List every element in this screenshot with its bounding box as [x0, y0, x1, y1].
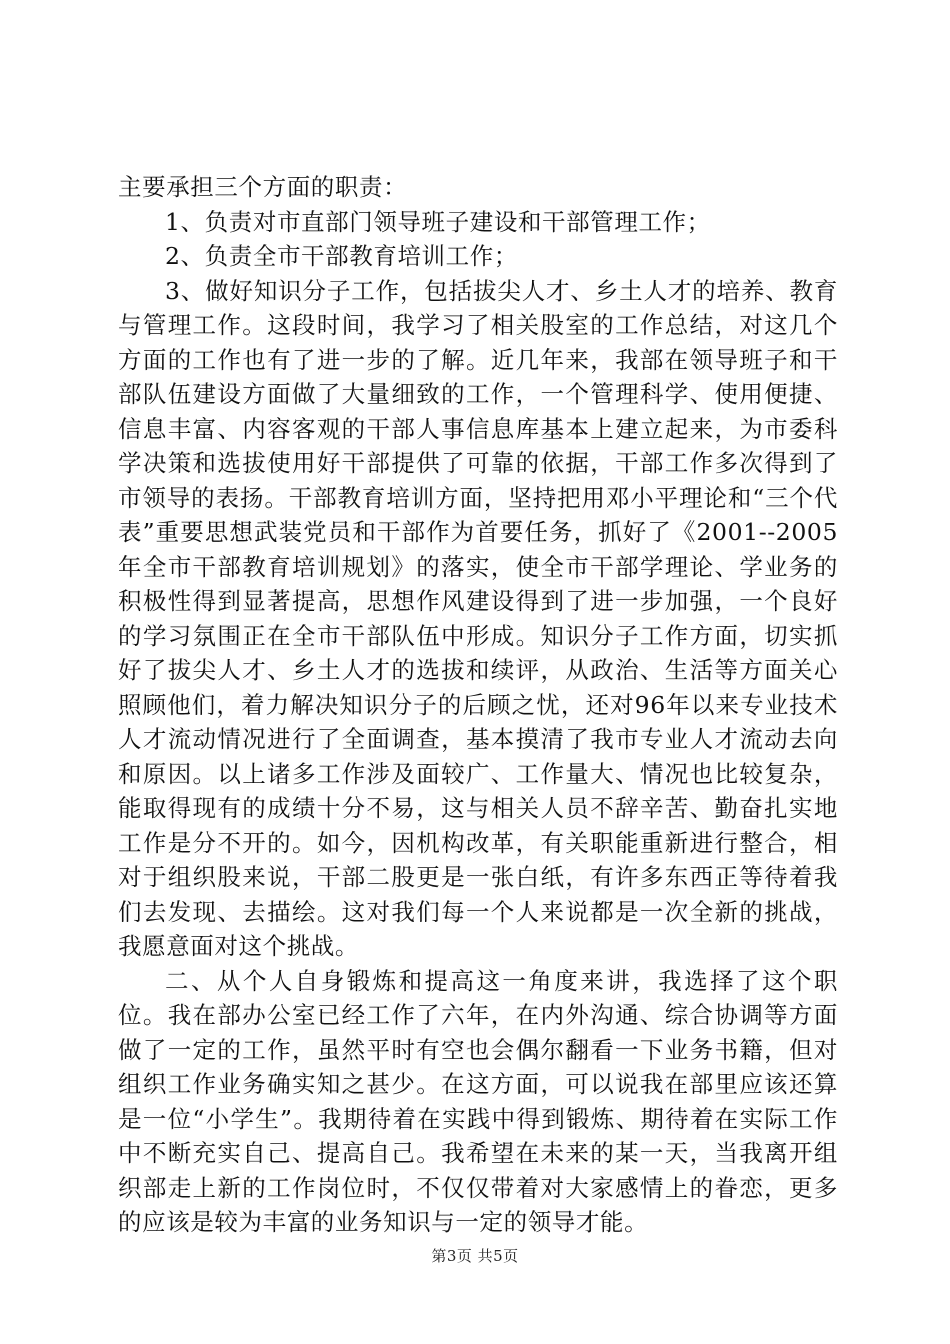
paragraph-duty-1: 1、负责对市直部门领导班子建设和干部管理工作；	[165, 207, 711, 236]
paragraph-intro: 主要承担三个方面的职责：	[118, 173, 408, 201]
paragraph-duty-2: 2、负责全市干部教育培训工作；	[165, 242, 518, 270]
paragraph-duty-3: 3、做好知识分子工作，包括拔尖人才、乡土人才的培养、教育与管理工作。这段时间，我学习了相关股室的工作总结，对这几个方面的工作也有了进一步的了解。近几年来，我部在领导班子和干部队伍建设方面做了大量细致的工作，一个管理科学、使用便捷、信息丰富、内容客观的干部人事信息库基本上建立起来，为市委科学决策和选拔使用好干部提供了可靠的依据，干部工作多次得到了市领导的表扬。干部教育培训方面，坚持把用邓小平理论和“三个代表”重要思想武装党员和干部作为首要任务，抓好了《2001--2005年全市干部教育培训规划》的落实，使全市干部学理论、学业务的积极性得到显著提高，思想作风建设得到了进一步加强，一个良好的学习氛围正在全市干部队伍中形成。知识分子工作方面，切实抓好了拔尖人才、乡土人才的选拔和续评，从政治、生活等方面关心照顾他们，着力解决知识分子的后顾之忧，还对96年以来专业技术人才流动情况进行了全面调查，基本摸清了我市专业人才流动去向和原因。以上诸多工作涉及面较广、工作量大、情况也比较复杂，能取得现有的成绩十分不易，这与相关人员不辞辛苦、勤奋扎实地工作是分不开的。如今，因机构改革，有关职能重新进行整合，相对于组织股来说，干部二股更是一张白纸，有许多东西正等待着我们去发现、去描绘。这对我们每一个人来说都是一次全新的挑战，我愿意面对这个挑战。	[118, 276, 838, 960]
page-number-footer: 第3页 共5页	[431, 1247, 519, 1265]
document-body	[118, 170, 838, 1240]
paragraph-personal-growth: 二、从个人自身锻炼和提高这一角度来讲，我选择了这个职位。我在部办公室已经工作了六年，在内外沟通、综合协调等方面做了一定的工作，虽然平时有空也会偶尔翻看一下业务书籍，但对组织工作业务确实知之甚少。在这方面，可以说我在部里应该还算是一位“小学生”。我期待着在实践中得到锻炼、期待着在实际工作中不断充实自己、提高自己。我希望在未来的某一天，当我离开组织部走上新的工作岗位时，不仅仅带着对大家感情上的眷恋，更多的应该是较为丰富的业务知识与一定的领导才能。	[118, 966, 838, 1236]
